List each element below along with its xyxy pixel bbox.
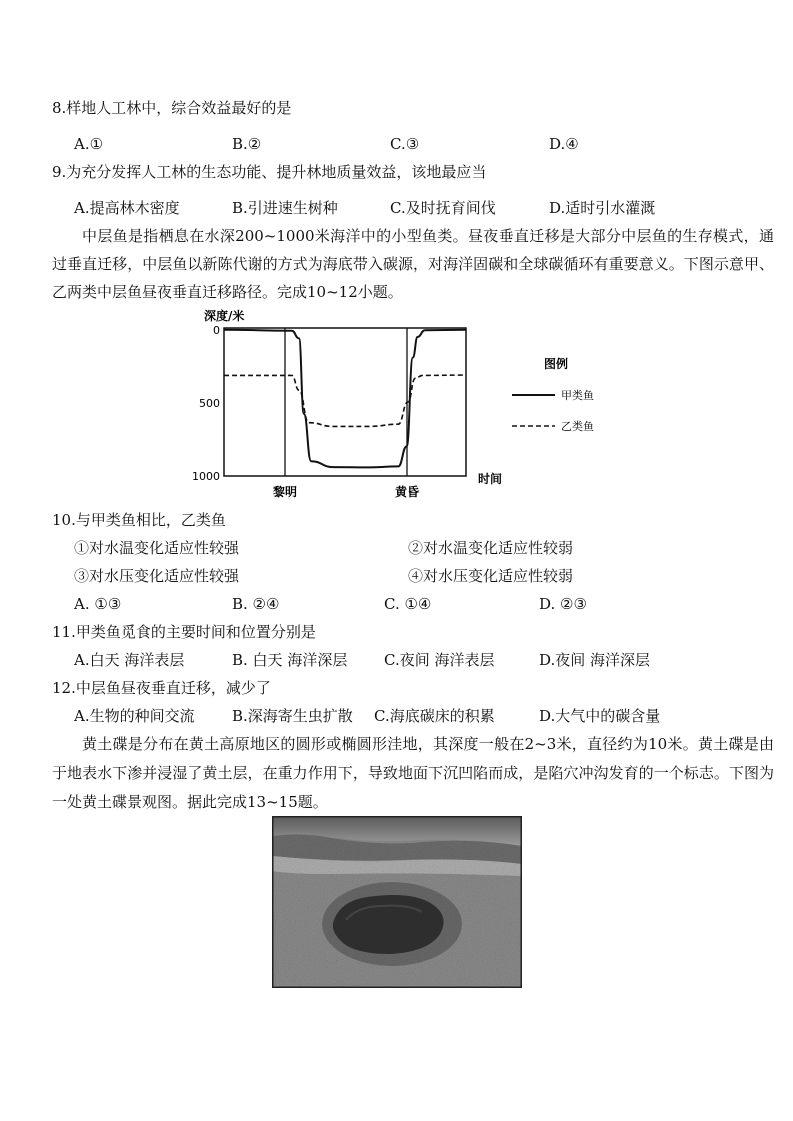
question-11-stem: 11.甲类鱼觅食的主要时间和位置分别是 — [52, 623, 316, 641]
series-yi-line — [224, 375, 466, 426]
q12-option-d: D.大气中的碳含量 — [539, 707, 661, 725]
q9-option-a: A.提高林木密度 — [74, 199, 180, 217]
q10-item-4: ④对水压变化适应性较弱 — [408, 567, 574, 585]
q12-option-a: A.生物的种间交流 — [74, 707, 195, 725]
x-tick-dawn: 黎明 — [272, 485, 298, 499]
q11-option-a: A.白天 海洋表层 — [74, 651, 185, 669]
q12-option-c: C.海底碳床的积累 — [374, 707, 495, 725]
chart-frame — [224, 328, 466, 476]
chart-xlabel: 时间 — [477, 472, 503, 486]
vertical-migration-chart — [190, 304, 610, 504]
dish-water — [333, 895, 444, 954]
q8-option-a: A.① — [74, 135, 104, 153]
q10-option-a: A. ①③ — [74, 595, 122, 613]
question-9-stem: 9.为充分发挥人工林的生态功能、提升林地质量效益，该地最应当 — [52, 163, 487, 181]
q8-option-d: D.④ — [549, 135, 579, 153]
q9-option-b: B.引进速生树种 — [232, 199, 338, 217]
chart-ylabel: 深度/米 — [204, 309, 245, 323]
q10-item-1: ①对水温变化适应性较强 — [74, 539, 240, 557]
legend-jia-label: 甲类鱼 — [561, 389, 594, 402]
q10-item-3: ③对水压变化适应性较强 — [74, 567, 240, 585]
q11-option-d: D.夜间 海洋深层 — [539, 651, 651, 669]
q9-option-c: C.及时抚育间伐 — [390, 199, 496, 217]
y-tick-500: 500 — [199, 397, 220, 410]
y-tick-1000: 1000 — [192, 470, 220, 483]
question-8-stem: 8.样地人工林中，综合效益最好的是 — [52, 99, 292, 117]
q9-option-d: D.适时引水灌溉 — [549, 199, 656, 217]
passage-mesopelagic-fish: 中层鱼是指栖息在水深200~1000米海洋中的小型鱼类。昼夜垂直迁移是大部分中层鱼的生存模式，通过垂直迁移，中层鱼以新陈代谢的方式为海底带入碳源，对海洋固碳和全球碳循环有重要意义。下图示意甲、乙两类中层鱼昼夜垂直迁移路径。完成10~12小题。 — [52, 227, 774, 301]
q10-option-b: B. ②④ — [232, 595, 280, 613]
series-jia-line — [224, 330, 466, 468]
legend-title: 图例 — [543, 357, 569, 371]
x-tick-dusk: 黄昏 — [394, 485, 420, 499]
q10-item-2: ②对水温变化适应性较弱 — [408, 539, 574, 557]
q12-option-b: B.深海寄生虫扩散 — [232, 707, 353, 725]
passage-loess-dish: 黄土碟是分布在黄土高原地区的圆形或椭圆形洼地，其深度一般在2~3米，直径约为10米。黄土碟是由于地表水下渗并浸湿了黄土层，在重力作用下，导致地面下沉凹陷而成，是陷穴冲沟发育的一个标志。下图为一处黄土碟景观图。据此完成13~15题。 — [52, 735, 774, 811]
q11-option-c: C.夜间 海洋表层 — [384, 651, 495, 669]
q11-option-b: B. 白天 海洋深层 — [232, 651, 348, 669]
y-tick-0: 0 — [213, 324, 220, 337]
q8-option-b: B.② — [232, 135, 262, 153]
question-10-stem: 10.与甲类鱼相比，乙类鱼 — [52, 511, 226, 529]
q8-option-c: C.③ — [390, 135, 420, 153]
loess-dish-photo — [272, 816, 522, 988]
legend-yi-label: 乙类鱼 — [561, 420, 594, 433]
q10-option-c: C. ①④ — [384, 595, 432, 613]
q10-option-d: D. ②③ — [539, 595, 587, 613]
question-12-stem: 12.中层鱼昼夜垂直迁移，减少了 — [52, 679, 271, 697]
